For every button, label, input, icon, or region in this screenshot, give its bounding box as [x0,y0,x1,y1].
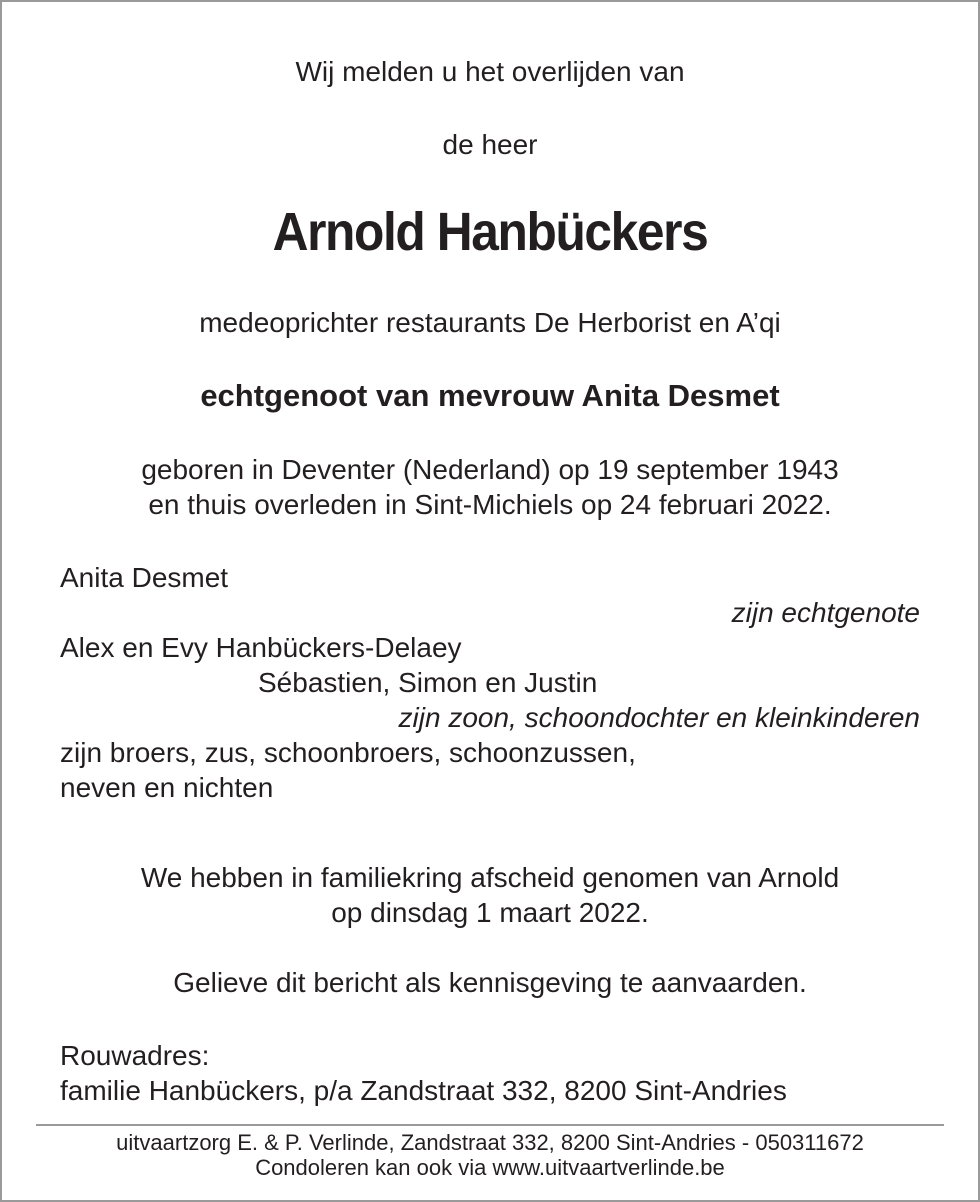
son-relation: zijn zoon, schoondochter en kleinkinderen [398,702,920,733]
spouse-name: Anita Desmet [60,562,229,593]
footer-line-2: Condoleren kan ook via www.uitvaartverlinde.be [255,1155,725,1180]
spouse-relation: zijn echtgenote [731,597,920,628]
siblings-line-1: zijn broers, zus, schoonbroers, schoonzussen, [60,737,636,768]
deceased-name: Arnold Hanbückers [272,202,708,262]
farewell-line-1: We hebben in familiekring afscheid genomen van Arnold [140,862,840,893]
role-text: medeoprichter restaurants De Herborist en A’qi [199,307,781,338]
siblings-line-2: neven en nichten [60,772,274,803]
intro-text: Wij melden u het overlijden van [295,56,685,87]
address-value: familie Hanbückers, p/a Zandstraat 332, 8200 Sint-Andries [60,1075,787,1106]
birth-line: geboren in Deventer (Nederland) op 19 september 1943 [141,454,839,485]
farewell-line-2: op dinsdag 1 maart 2022. [331,897,649,928]
footer-line-1: uitvaartzorg E. & P. Verlinde, Zandstraat 332, 8200 Sint-Andries - 050311672 [116,1130,864,1155]
honorific: de heer [442,129,538,160]
death-line: en thuis overleden in Sint-Michiels op 24 februari 2022. [148,489,832,520]
address-label: Rouwadres: [60,1040,210,1071]
grandchildren-names: Sébastien, Simon en Justin [258,667,598,698]
spouse-line: echtgenoot van mevrouw Anita Desmet [200,378,780,413]
footer-divider [36,1124,944,1126]
son-names: Alex en Evy Hanbückers-Delaey [60,632,462,663]
notice-text: Gelieve dit bericht als kennisgeving te aanvaarden. [173,967,807,998]
